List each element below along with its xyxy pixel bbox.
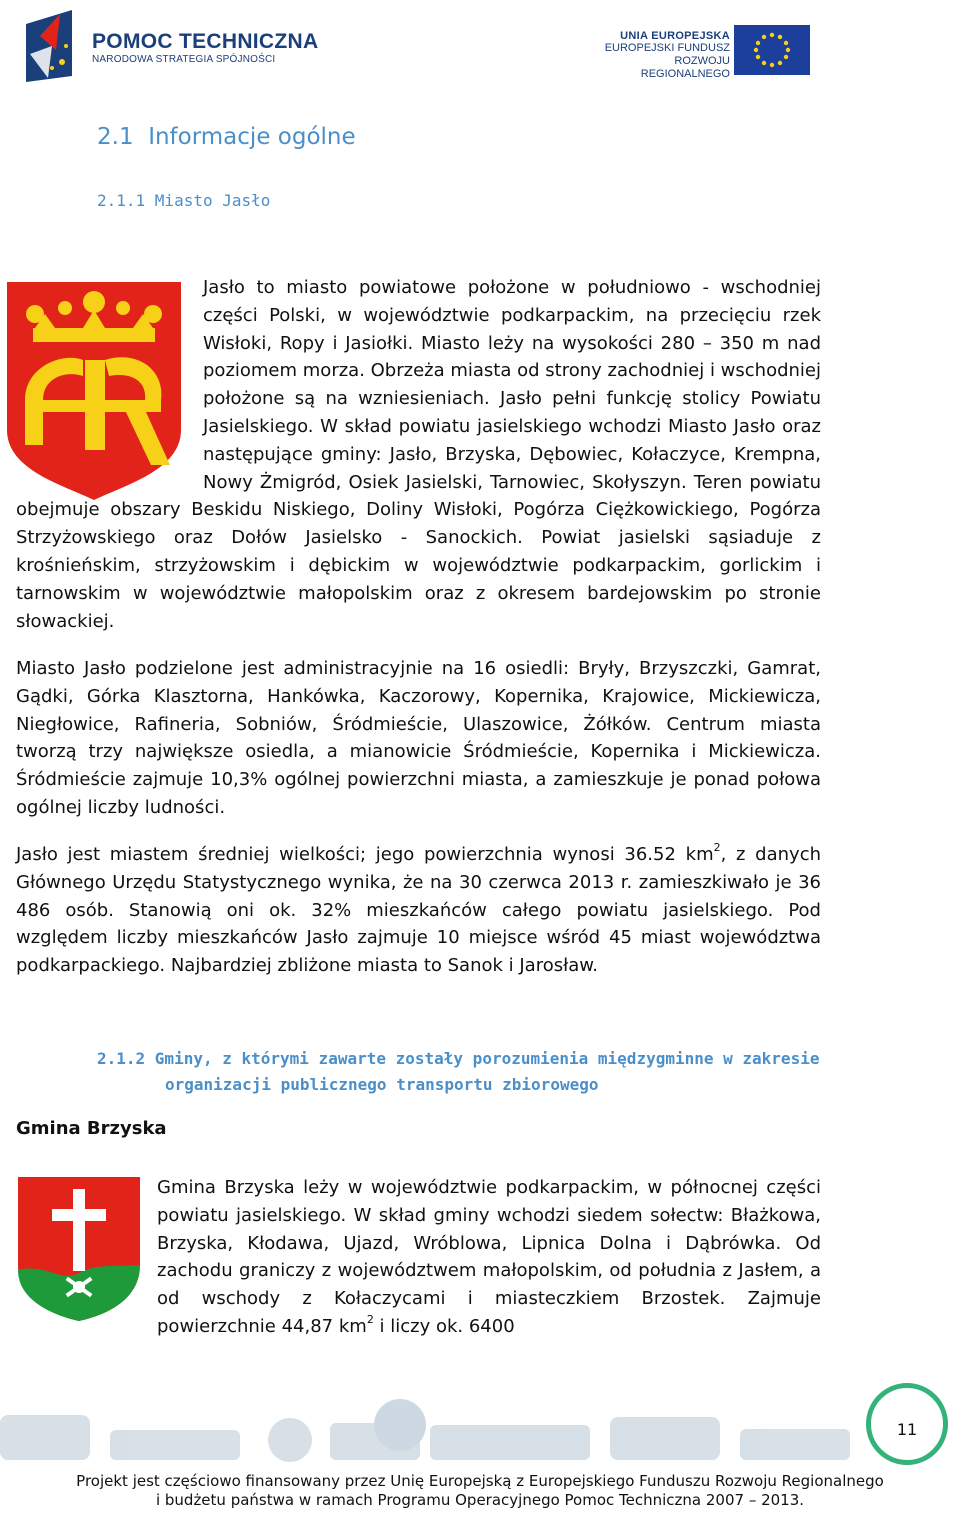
p3-text-b: , z danych Głównego Urzędu Statystycznego wynika, że na 30 czerwca 2013 r. zamieszkiwało je 36 486 osób. Stanowią oni ok. 32% mieszkańców całego powiatu jasielskiego. Pod względem liczby mieszkańców Jasło zajmuje 10 miejsce wśród 45 miast województwa podkarpackiego. Najbardziej zbliżone miasta to Sanok i Jarosław. bbox=[16, 844, 822, 977]
footer-transport-illustration bbox=[0, 1395, 960, 1470]
subsection-heading-gminy bbox=[97, 1046, 827, 1098]
p4-text-a: Gmina Brzyska leży w województwie podkarpackim, w północnej części powiatu jasielskiego. W skład gminy wchodzi siedem sołectw: Błażkowa, Brzyska, Kłodawa, Ujazd, Wróblowa, Lipnica Dolna i Dąbrówka. Od zachodu graniczy z województwem małopolskim, od południa z Jasłem, a od wschody z Kołaczycami i miasteczkiem Brzostek. Zajmuje powierzchnie 44,87 km bbox=[157, 1177, 821, 1337]
eu-fund-line2: ROZWOJU REGIONALNEGO bbox=[640, 55, 730, 80]
subsection-heading-line1: 2.1.2 Gminy, z którymi zawarte zostały porozumienia międzygminne w zakresie bbox=[97, 1049, 820, 1068]
paragraph-jaslo-intro bbox=[16, 274, 821, 635]
p4-text-b: i liczy ok. 6400 bbox=[373, 1315, 515, 1337]
subsection-heading-jaslo: 2.1.1 Miasto Jasło bbox=[97, 191, 271, 210]
pomoc-techniczna-subtitle: NARODOWA STRATEGIA SPÓJNOŚCI bbox=[92, 54, 276, 65]
p4-superscript: 2 bbox=[366, 1312, 374, 1326]
footer-line2: i budżetu państwa w ramach Programu Operacyjnego Pomoc Techniczna 2007 – 2013. bbox=[155, 1491, 805, 1509]
footer-line1: Projekt jest częściowo finansowany przez Unię Europejską z Europejskiego Funduszu Rozwoju Regionalnego bbox=[76, 1472, 884, 1490]
eu-fund-line1: EUROPEJSKI FUNDUSZ bbox=[604, 42, 730, 54]
gmina-brzyska-title: Gmina Brzyska bbox=[16, 1118, 167, 1139]
page-number: 11 bbox=[896, 1420, 918, 1439]
p3-superscript: 2 bbox=[713, 841, 721, 854]
paragraph-jaslo-intro-text: Jasło to miasto powiatowe położone w południowo - wschodniej części Polski, w województwie podkarpackim, na przecięciu rzek Wisłoki, Ropy i Jasiołki. Miasto leży na wysokości 280 – 350 m nad poziomem morza. Obrzeża miasta od strony zachodniej i wschodniej położone są na wzniesieniach. Jasło pełni funkcję stolicy Powiatu Jasielskiego. W skład powiatu jasielskiego wchodzi Miasto Jasło oraz następujące gminy: Jasło, Brzyska, Dębowiec, Kołaczyce, Krempna, Nowy Żmigród, Osiek Jasielski, Tarnowiec, Skołyszyn. Teren powiatu obejmuje obszary Beskidu Niskiego, Doliny Wisłoki, Pogórza Ciężkowickiego, Pogórza Strzyżowskiego oraz Dołów Jasielsko - Sanockich. Powiat jasielski sąsiaduje z krośnieńskim, strzyżowskim i dębickim w województwie podkarpackim, gorlickim i tarnowskim w województwie małopolskim oraz z okresem bardejowskim po stronie słowackiej. bbox=[16, 277, 821, 632]
paragraph-jaslo-population bbox=[16, 841, 821, 980]
pomoc-techniczna-title: POMOC TECHNICZNA bbox=[92, 30, 319, 53]
pomoc-techniczna-emblem-icon bbox=[22, 6, 92, 86]
subsection-heading-line2: organizacji publicznego transportu zbiorowego bbox=[165, 1075, 599, 1094]
eu-flag-icon bbox=[734, 25, 810, 75]
footer-funding-note bbox=[0, 1472, 960, 1510]
brzyska-coat-of-arms-icon bbox=[16, 1175, 142, 1323]
eu-title: UNIA EUROPEJSKA bbox=[620, 30, 730, 42]
p3-text-a: Jasło jest miastem średniej wielkości; jego powierzchnia wynosi 36.52 km bbox=[16, 844, 714, 865]
section-heading: 2.1 Informacje ogólne bbox=[97, 124, 356, 150]
eu-logo-text bbox=[590, 30, 730, 81]
crest-spacer bbox=[16, 274, 203, 496]
paragraph-jaslo-districts: Miasto Jasło podzielone jest administracyjnie na 16 osiedli: Bryły, Brzyszczki, Gamrat, Gądki, Górka Klasztorna, Hankówka, Kaczorowy, Kopernika, Krajowice, Mickiewicza, Niegłowice, Rafineria, Sobniów, Śródmieście, Ulaszowice, Żółków. Centrum miasta tworzą trzy największe osiedla, a mianowicie Śródmieście, Kopernika i Mickiewicza. Śródmieście zajmuje 10,3% ogólnej powierzchni miasta, a zamieszkuje je ponad połowa ogólnej liczby ludności. bbox=[16, 658, 821, 818]
paragraph-brzyska bbox=[157, 1174, 821, 1341]
